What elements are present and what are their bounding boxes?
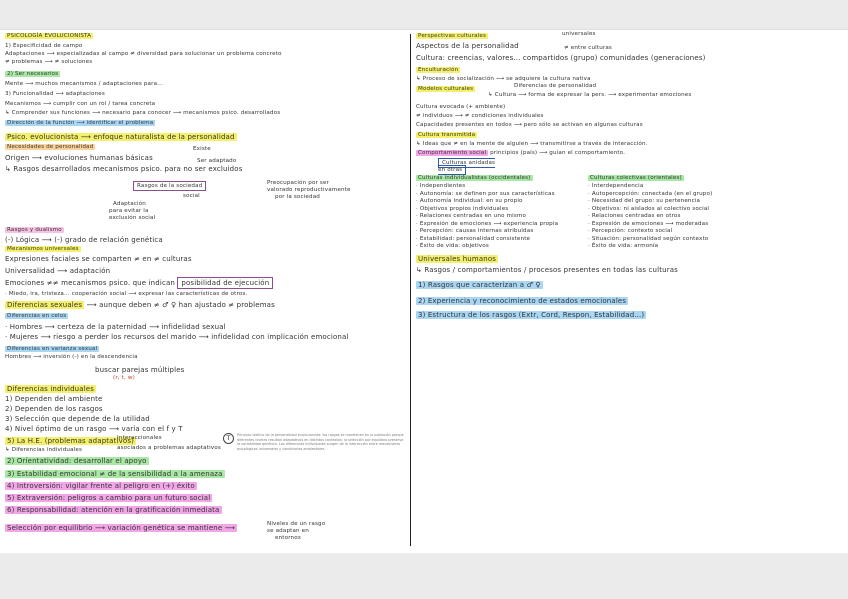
list-item: · Autopercepción: conectada (en el grupo) <box>588 190 713 197</box>
note-line: Interaccionales <box>117 435 162 441</box>
section-title: Perspectivas culturales <box>418 33 487 39</box>
note-line: se adaptan en <box>267 528 309 534</box>
highlighted-line: 2) Experiencia y reconocimiento de estados emocionales <box>418 297 627 305</box>
note-line: 3) Selección que depende de la utilidad <box>5 415 150 423</box>
concept-box <box>438 158 495 175</box>
highlighted-line: 4) Introversión: vigilar frente al peligro en (+) éxito <box>7 482 195 490</box>
note-line: 2) Dependen de los rasgos <box>5 405 103 413</box>
note-line: Universalidad ⟶ adaptación <box>5 267 111 275</box>
section-heading: Universales humanos <box>418 255 497 263</box>
highlighted-line: 5) Extraversión: peligros a cambio para un futuro social <box>7 494 211 502</box>
note-line: ↳ Rasgos / comportamientos / procesos presentes en todas las culturas <box>416 266 678 274</box>
highlighted-line: 1) Rasgos que caracterizan a ♂ ♀ <box>418 281 541 289</box>
note-line: para evitar la <box>109 208 149 214</box>
note-line: Mecanismos ⟶ cumplir con un rol / tarea concreta <box>5 101 156 107</box>
list-item: · Éxito de vida: armonía <box>588 243 659 249</box>
section-heading: Diferencias en celos <box>7 313 67 319</box>
note-line: Preocupación por ser <box>267 180 329 186</box>
note-line: · Mujeres ⟶ riesgo a perder los recursos del marido ⟶ infidelidad con implicación emocional <box>5 333 349 341</box>
note-line: principios (país) ⟶ guían el comportamiento. <box>490 150 626 156</box>
bottom-margin <box>0 553 848 599</box>
note-line: Cultura evocada (+ ambiente) <box>416 104 506 110</box>
highlighted-line: 3) Estructura de los rasgos (Extr, Cord, Respon, Estabilidad...) <box>418 311 645 319</box>
highlighted-line: 5) La H.E. (problemas adaptativos) <box>7 437 135 445</box>
note-line: ↳ Comprender sus funciones ⟶ necesario para conocer ⟶ mecanismos psico. desarrollados <box>5 110 281 116</box>
note-line: Capacidades presentes en todos ⟶ pero sólo se activan en algunas culturas <box>416 122 643 128</box>
footnote-text: Principio teórico de la personalidad evolucionista: los rasgos se mantienen en la población porque diferentes niveles resultan adaptativos en distintos contextos; la selección por equilibrio preserva la variabilidad genética. Las diferencias individuales surgen de la interacción entre mecanismos psicológicos universales y condiciones ambientales. <box>237 433 404 451</box>
note-line: asociados a problemas adaptativos <box>117 445 221 451</box>
note-line: Adaptación <box>113 201 146 207</box>
note-line: Niveles de un rasgo <box>267 521 326 527</box>
note-line: ≠ entre culturas <box>564 45 612 51</box>
note-line: por la sociedad <box>275 194 320 200</box>
section-heading: Diferencias individuales <box>7 385 95 393</box>
list-item: · Relaciones centradas en otros <box>588 213 681 219</box>
note-line: ≠ individuos ⟶ ≠ condiciones individuales <box>416 113 544 119</box>
note-line: 1) Especificidad de campo <box>5 43 83 49</box>
note-line: 4) Nivel óptimo de un rasgo ⟶ varía con el f y T <box>5 425 183 433</box>
section-heading: Modelos culturales <box>418 86 474 92</box>
note-line: Origen ⟶ evoluciones humanas básicas <box>5 154 153 162</box>
note-line: Aspectos de la personalidad <box>416 42 519 50</box>
highlighted-line: 3) Estabilidad emocional ≠ de la sensibilidad a la amenaza <box>7 470 223 478</box>
note-line: ↳ Diferencias individuales <box>5 447 83 453</box>
note-line: · Miedo, ira, tristeza... cooperación social ⟶ expresar las características de otros. <box>5 291 248 297</box>
list-item: · Éxito de vida: objetivos <box>416 243 489 249</box>
note-line: Cultura: creencias, valores... compartidos (grupo) comunidades (generaciones) <box>416 54 706 62</box>
note-line: ↳ Proceso de socialización ⟶ se adquiere la cultura nativa <box>416 76 591 82</box>
list-item: · Autonomía: se definen por sus características <box>416 190 555 197</box>
note-line: Expresiones faciales se comparten ≠ en ≠ culturas <box>5 255 192 263</box>
note-line: · Hombres ⟶ certeza de la paternidad ⟶ infidelidad sexual <box>5 323 226 331</box>
concept-box: Rasgos de la sociedad <box>133 181 206 191</box>
list-item: · Estabilidad: personalidad consistente <box>416 235 531 242</box>
section-heading: Psico. evolucionista ⟶ enfoque naturalista de la personalidad <box>7 133 235 141</box>
note-line: valorado reproductivamente <box>267 187 351 193</box>
list-item: · Situación: personalidad según contexto <box>588 235 709 242</box>
section-heading: Necesidades de personalidad <box>7 144 94 150</box>
note-line: ↳ Cultura ⟶ forma de expresar la pers. ⟶ experimentar emociones <box>488 92 692 98</box>
info-icon[interactable]: T <box>223 433 234 444</box>
list-item: · Necesidad del grupo: su pertenencia <box>588 198 701 204</box>
nested-cultures-label: Culturas anidadas <box>442 160 496 166</box>
list-item: · Percepción: causas internas atribuidas <box>416 228 534 234</box>
section-heading: Comportamiento social <box>418 150 487 156</box>
note-line: ↳ Ideas que ≠ en la mente de alguien ⟶ transmitirse a través de interacción. <box>416 141 648 147</box>
note-line: Hombres ⟶ inversión (-) en la descendencia <box>5 354 138 360</box>
section-heading: Culturas colectivas (orientales) <box>590 175 682 181</box>
nested-cultures-sub: en otras <box>438 167 463 173</box>
highlighted-line: 6) Responsabilidad: atención en la gratificación inmediata <box>7 506 220 514</box>
notes-page <box>0 30 848 553</box>
note-line: exclusión social <box>109 215 156 221</box>
note-line: ≠ problemas ⟶ ≠ soluciones <box>5 59 93 65</box>
top-margin <box>0 0 848 30</box>
list-item: · Expresión de emociones ⟶ experiencia propia <box>416 220 559 227</box>
highlighted-line: Dirección de la función ⟶ identificar el problema <box>7 120 154 126</box>
list-item: · Independientes <box>416 183 466 189</box>
section-title: PSICOLOGÍA EVOLUCIONISTA <box>7 33 92 39</box>
section-heading: Diferencias sexuales <box>7 301 83 309</box>
note-line: Diferencias de personalidad <box>514 83 597 89</box>
note-line: entornos <box>275 535 301 541</box>
section-heading: Mecanismos universales <box>7 246 79 252</box>
list-item: · Relaciones centradas en uno mismo <box>416 213 527 219</box>
note-line: Adaptaciones ⟶ especializadas al campo ≠ diversidad para solucionar un problema concreto <box>5 51 282 57</box>
section-heading: Rasgos y dualismo <box>7 227 62 233</box>
section-heading: Enculturación <box>418 67 459 73</box>
list-item: · Autonomía individual: en su propio <box>416 198 523 204</box>
section-heading: Culturas individualistas (occidentales) <box>418 175 531 181</box>
note-line: buscar parejas múltiples <box>95 366 185 374</box>
note-line: (-) Lógica ⟶ (-) grado de relación genética <box>5 236 163 244</box>
note-line: Mente ⟶ muchos mecanismos / adaptaciones para... <box>5 81 163 87</box>
list-item: · Expresión de emociones ⟶ moderadas <box>588 220 709 227</box>
section-heading: Diferencias en varianza sexual <box>7 346 98 352</box>
list-item: · Objetivos: ni aislados al colectivo social <box>588 205 710 212</box>
section-heading: 2) Ser necesarios <box>7 71 59 77</box>
section-heading: Cultura transmitida <box>418 132 476 138</box>
list-item: · Interdependencia <box>588 183 644 189</box>
note-line: Emociones ≠≠ mecanismos psico. que indican <box>5 279 175 287</box>
list-item: · Percepción: contexto social <box>588 228 673 234</box>
note-line: 3) Funcionalidad ⟶ adaptaciones <box>5 91 105 97</box>
note-line: 1) Dependen del ambiente <box>5 395 103 403</box>
highlighted-line: 2) Orientatividad: desarrollar el apoyo <box>7 457 147 465</box>
list-item: · Objetivos propios individuales <box>416 205 509 212</box>
note-line: (r, t, w) <box>113 375 135 381</box>
note-line: Existe <box>193 146 211 152</box>
note-line: social <box>183 193 200 199</box>
note-line: Ser adaptado <box>197 158 237 164</box>
note-line: ↳ Rasgos desarrollados mecanismos psico. para no ser excluidos <box>5 165 243 173</box>
concept-box: posibilidad de ejecución <box>177 277 273 289</box>
note-line: universales <box>562 31 596 37</box>
highlighted-line: Selección por equilibrio ⟶ variación genética se mantiene ⟶ <box>7 524 235 532</box>
note-line: ⟶ aunque deben ≠ ♂ ♀ han ajustado ≠ problemas <box>86 301 275 309</box>
column-divider <box>410 34 411 546</box>
